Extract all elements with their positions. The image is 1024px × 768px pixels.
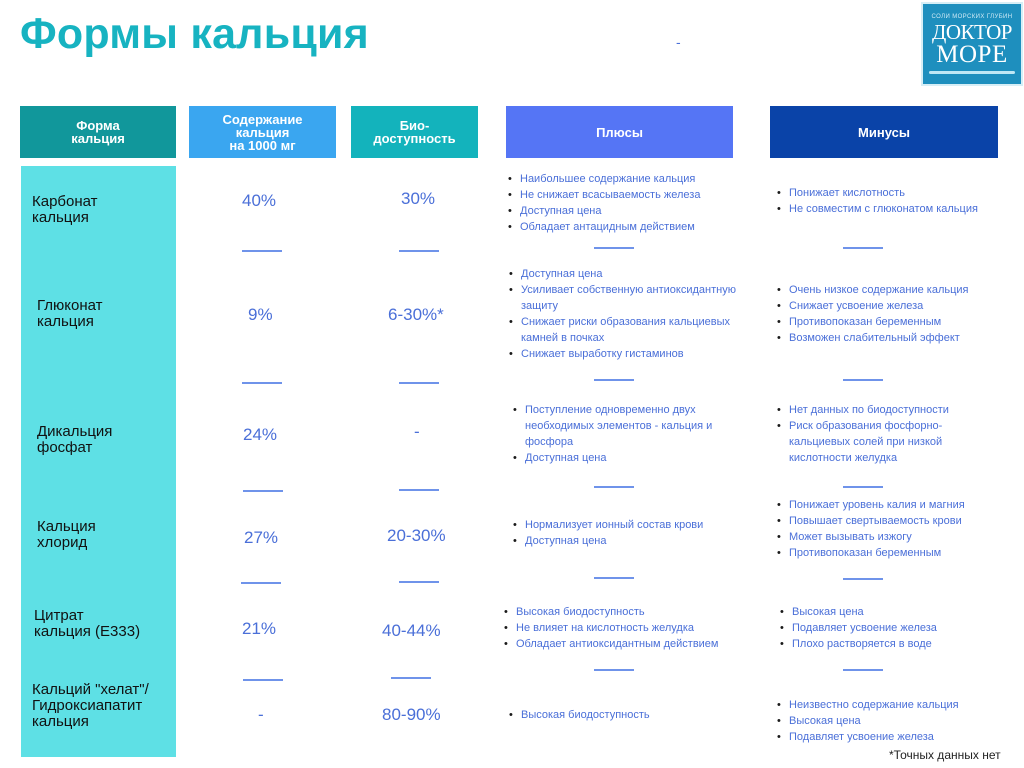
row-separator <box>399 250 439 252</box>
row-2-content: 9% <box>248 305 273 324</box>
row-separator <box>843 578 883 580</box>
list-item: • Снижает выработку гистаминов <box>507 346 759 362</box>
list-item: • Нет данных по биодоступности <box>775 402 980 418</box>
row-separator <box>594 247 634 249</box>
list-item: • Плохо растворяется в воде <box>778 636 998 652</box>
footnote: *Точных данных нет <box>889 748 1001 762</box>
logo-line-2: МОРЕ <box>936 41 1008 68</box>
list-item: • Доступная цена <box>506 203 751 219</box>
row-separator <box>843 669 883 671</box>
list-item: • Высокая цена <box>775 713 995 729</box>
list-item: • Не влияет на кислотность желудка <box>502 620 752 636</box>
row-5-name: Цитрат кальция (Е333) <box>34 607 141 640</box>
row-separator <box>594 379 634 381</box>
row-separator <box>399 382 439 384</box>
row-separator <box>399 581 439 583</box>
list-item: • Доступная цена <box>511 533 741 549</box>
row-4-name: Кальция хлорид <box>37 518 96 551</box>
row-3-content: 24% <box>243 425 278 444</box>
header-cons-label: Минусы <box>858 124 910 140</box>
header-content <box>189 106 336 158</box>
row-6-content: - <box>258 705 264 724</box>
row-6-cons <box>775 697 995 745</box>
row-3-name: Дикальция фосфат <box>37 423 113 456</box>
list-item: • Наибольшее содержание кальция <box>506 171 751 187</box>
list-item: • Поступление одновременно двух необходимых элементов - кальция и фосфора <box>511 402 741 450</box>
header-bio-label: Био- доступность <box>373 118 456 146</box>
row-separator <box>399 489 439 491</box>
list-item: • Очень низкое содержание кальция <box>775 282 1005 298</box>
list-item: • Высокая цена <box>778 604 998 620</box>
list-item: • Повышает свертываемость крови <box>775 513 1005 529</box>
brand-logo <box>921 2 1023 86</box>
list-item: • Обладает антацидным действием <box>506 219 751 235</box>
row-separator <box>843 486 883 488</box>
header-cons <box>770 106 998 158</box>
row-1-bio: 30% <box>401 189 436 208</box>
row-3-pros <box>511 402 741 466</box>
row-6-name: Кальций "хелат"/ Гидроксиапатит кальция <box>32 681 149 730</box>
list-item: • Риск образования фосфорно-кальциевых солей при низкой кислотности желудка <box>775 418 980 466</box>
row-6-bio: 80-90% <box>382 705 441 724</box>
row-4-bio: 20-30% <box>387 526 446 545</box>
list-item: • Понижает кислотность <box>775 185 1010 201</box>
row-separator <box>594 577 634 579</box>
header-bio <box>351 106 478 158</box>
list-item: • Высокая биодоступность <box>502 604 752 620</box>
row-2-name: Глюконат кальция <box>37 297 103 330</box>
list-item: • Подавляет усвоение железа <box>775 729 995 745</box>
page-title: Формы кальция <box>20 10 369 58</box>
logo-line-1: ДОКТОР <box>932 20 1012 44</box>
row-1-content: 40% <box>242 191 277 210</box>
row-3-cons <box>775 402 980 466</box>
row-5-pros <box>502 604 752 652</box>
list-item: • Противопоказан беременным <box>775 545 1005 561</box>
row-4-pros <box>511 517 741 549</box>
list-item: • Высокая биодоступность <box>507 707 727 723</box>
row-4-content: 27% <box>244 528 279 547</box>
row-separator <box>594 669 634 671</box>
list-item: • Не снижает всасываемость железа <box>506 187 751 203</box>
row-3-bio: - <box>414 422 420 441</box>
header-form <box>20 106 176 158</box>
list-item: • Доступная цена <box>511 450 741 466</box>
form-column <box>21 166 176 757</box>
row-separator <box>242 250 282 252</box>
list-item: • Снижает усвоение железа <box>775 298 1005 314</box>
row-5-content: 21% <box>242 619 277 638</box>
list-item: • Подавляет усвоение железа <box>778 620 998 636</box>
list-item: • Неизвестно содержание кальция <box>775 697 995 713</box>
row-2-bio: 6-30%* <box>388 305 444 324</box>
header-pros <box>506 106 733 158</box>
row-5-cons <box>778 604 998 652</box>
list-item: • Усиливает собственную антиоксидантную защиту <box>507 282 759 314</box>
list-item: • Обладает антиоксидантным действием <box>502 636 752 652</box>
row-separator <box>843 247 883 249</box>
row-2-pros <box>507 266 759 362</box>
header-form-label: Форма кальция <box>71 118 125 146</box>
row-separator <box>594 486 634 488</box>
row-separator <box>243 679 283 681</box>
row-2-cons <box>775 282 1005 346</box>
row-separator <box>242 382 282 384</box>
row-separator <box>843 379 883 381</box>
row-1-name: Карбонат кальция <box>32 193 98 226</box>
list-item: • Не совместим с глюконатом кальция <box>775 201 1010 217</box>
top-dash: - <box>676 34 681 50</box>
list-item: • Нормализует ионный состав крови <box>511 517 741 533</box>
row-separator <box>391 677 431 679</box>
logo-wave-icon <box>929 71 1015 74</box>
logo-tagline: СОЛИ МОРСКИХ ГЛУБИН <box>931 14 1013 20</box>
header-content-label: Содержание кальция на 1000 мг <box>222 111 303 153</box>
row-4-cons <box>775 497 1005 561</box>
list-item: • Противопоказан беременным <box>775 314 1005 330</box>
list-item: • Понижает уровень калия и магния <box>775 497 1005 513</box>
row-separator <box>241 582 281 584</box>
row-separator <box>243 490 283 492</box>
row-6-pros <box>507 707 727 723</box>
header-pros-label: Плюсы <box>596 124 643 140</box>
list-item: • Снижает риски образования кальциевых камней в почках <box>507 314 759 346</box>
row-5-bio: 40-44% <box>382 621 441 640</box>
list-item: • Доступная цена <box>507 266 759 282</box>
list-item: • Возможен слабительный эффект <box>775 330 1005 346</box>
row-1-pros <box>506 171 751 235</box>
list-item: • Может вызывать изжогу <box>775 529 1005 545</box>
row-1-cons <box>775 185 1010 217</box>
